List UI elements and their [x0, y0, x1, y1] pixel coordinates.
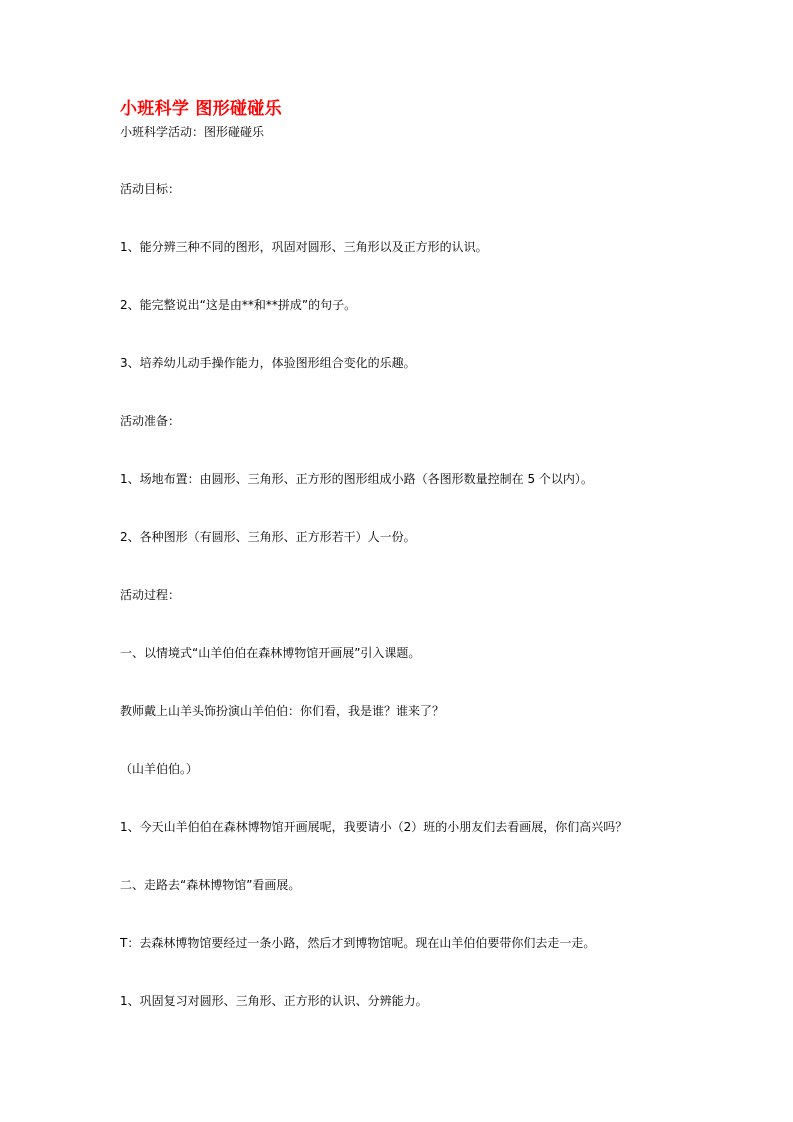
goal-item-3: 3、培养幼儿动手操作能力，体验图形组合变化的乐趣。 [120, 356, 416, 370]
process-paragraph: （山羊伯伯。） [120, 762, 199, 776]
preparation-item-2: 2、各种图形（有圆形、三角形、正方形若干）人一份。 [120, 530, 416, 544]
section-heading-process: 活动过程： [120, 588, 181, 602]
document-title: 小班科学 图形碰碰乐 [120, 99, 282, 119]
process-paragraph: 1、巩固复习对圆形、三角形、正方形的认识、分辨能力。 [120, 994, 428, 1008]
goal-item-1: 1、能分辨三种不同的图形，巩固对圆形、三角形以及正方形的认识。 [120, 240, 488, 254]
process-paragraph: 教师戴上山羊头饰扮演山羊伯伯：你们看，我是谁？谁来了？ [120, 704, 445, 718]
process-step-2: 二、走路去“森林博物馆”看画展。 [120, 878, 301, 892]
process-paragraph: T：去森林博物馆要经过一条小路，然后才到博物馆呢。现在山羊伯伯要带你们去走一走。 [120, 936, 596, 950]
preparation-item-1: 1、场地布置：由圆形、三角形、正方形的图形组成小路（各图形数量控制在 5 个以内）。 [120, 472, 593, 486]
section-heading-preparation: 活动准备： [120, 414, 181, 428]
section-heading-goals: 活动目标： [120, 182, 181, 196]
process-step-1: 一、以情境式“山羊伯伯在森林博物馆开画展”引入课题。 [120, 646, 421, 660]
subtitle-line: 小班科学活动：图形碰碰乐 [120, 125, 265, 139]
goal-item-2: 2、能完整说出“这是由**和**拼成”的句子。 [120, 298, 357, 312]
process-paragraph: 1、今天山羊伯伯在森林博物馆开画展呢，我要请小（2）班的小朋友们去看画展，你们高兴吗？ [120, 820, 628, 834]
